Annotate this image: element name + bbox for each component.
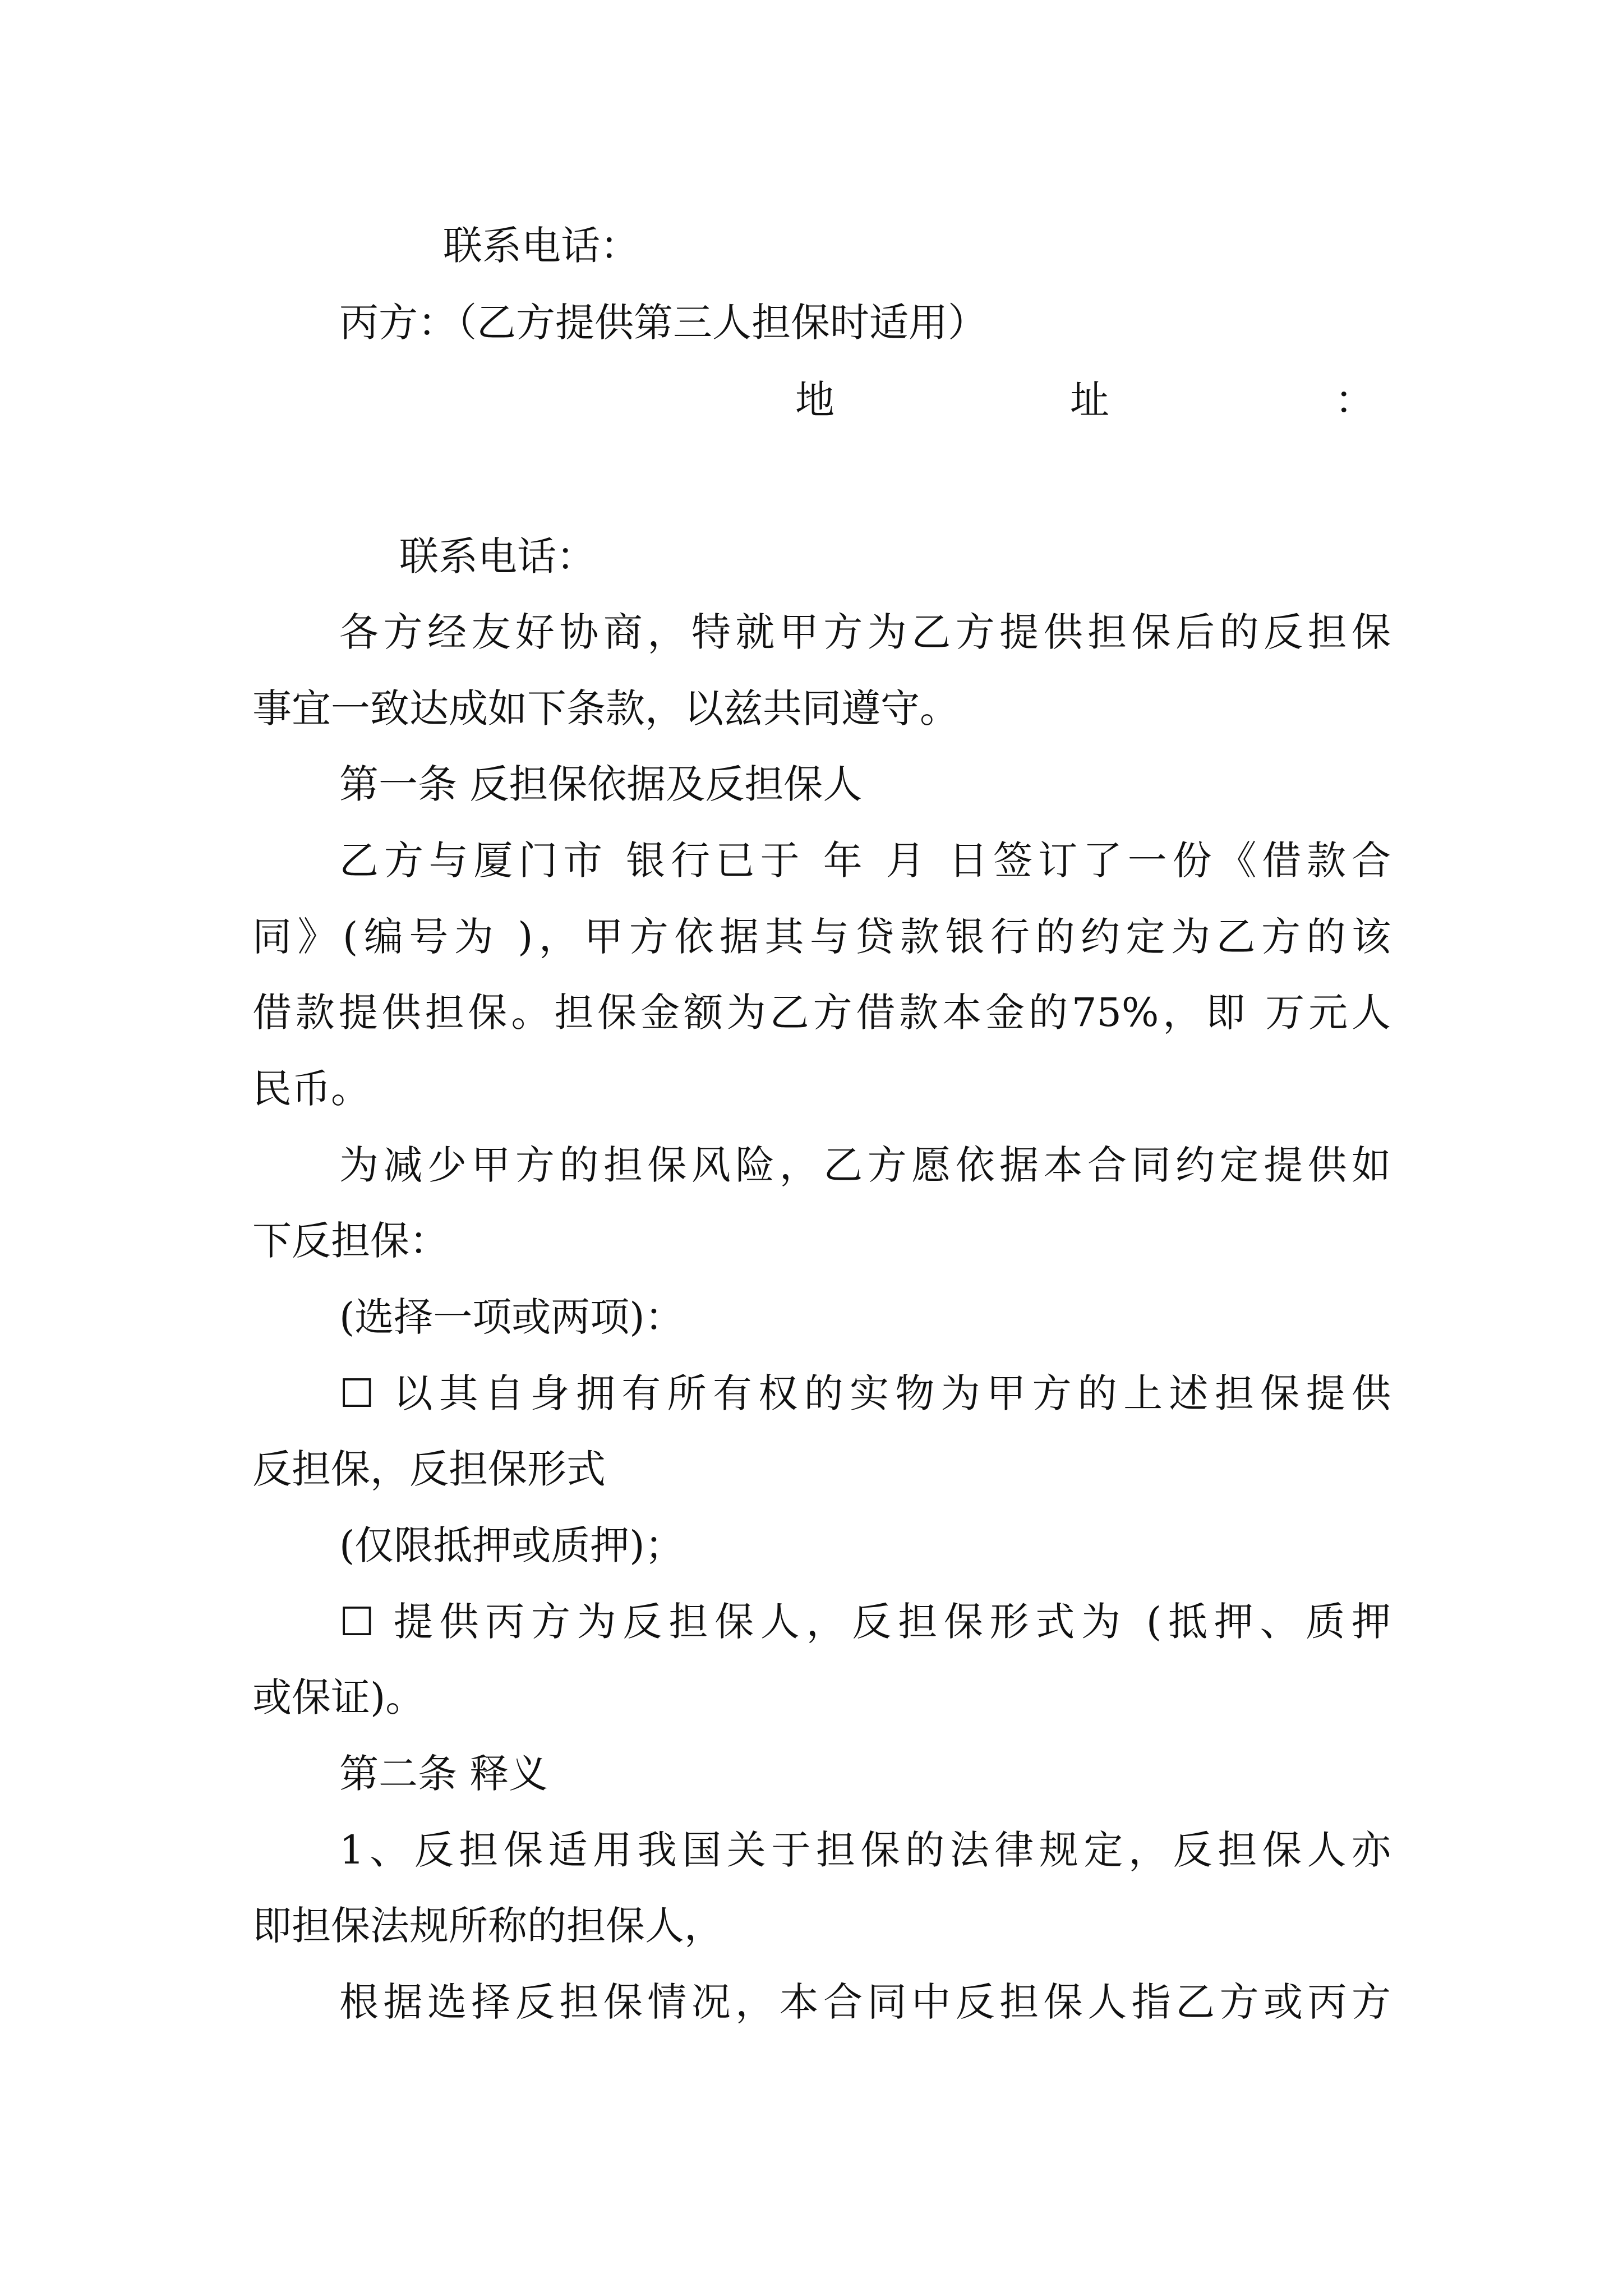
address-label-char-1: 地 — [795, 377, 834, 423]
paragraph-intro-line-1: 各方经友好协商，特就甲方为乙方提供担保后的反担保 — [339, 609, 1391, 655]
selection-note: (选择一项或两项)： — [339, 1294, 684, 1340]
option-2-line-2: 或保证)。 — [252, 1674, 425, 1720]
article-1-para-line-3: 借款提供担保。担保金额为乙方借款本金的75%，即 万元人 — [252, 990, 1391, 1036]
contact-phone-label-2: 联系电话： — [399, 533, 596, 579]
option-1-line-1: ☐ 以其自身拥有所有权的实物为甲方的上述担保提供 — [339, 1370, 1391, 1416]
risk-para-line-1: 为减少甲方的担保风险，乙方愿依据本合同约定提供如 — [339, 1142, 1391, 1188]
party-c-heading: 丙方：（乙方提供第三人担保时适用） — [339, 300, 987, 346]
contact-phone-label-1: 联系电话： — [443, 223, 639, 269]
article-2-heading: 第二条 释义 — [339, 1751, 548, 1797]
article-2-item-1-line-1: 1、反担保适用我国关于担保的法律规定，反担保人亦 — [339, 1827, 1391, 1873]
option-1-line-2: 反担保，反担保形式 — [252, 1446, 606, 1492]
address-label-colon: ： — [1335, 377, 1374, 423]
article-2-item-1-line-2: 即担保法规所称的担保人， — [252, 1903, 723, 1949]
article-1-heading: 第一条 反担保依据及反担保人 — [339, 761, 863, 807]
option-1-line-3: (仅限抵押或质押)； — [339, 1522, 684, 1568]
article-1-para-line-1: 乙方与厦门市 银行已于 年 月 日签订了一份《借款合 — [339, 838, 1391, 884]
article-1-para-line-4: 民币。 — [252, 1066, 370, 1112]
risk-para-line-2: 下反担保： — [252, 1218, 449, 1264]
option-2-line-1: ☐ 提供丙方为反担保人，反担保形式为 (抵押、质押 — [339, 1599, 1391, 1645]
address-label-char-2: 址 — [1070, 377, 1109, 423]
article-2-item-2-line-1: 根据选择反担保情况，本合同中反担保人指乙方或丙方 — [339, 1979, 1391, 2025]
article-1-para-line-2: 同》(编号为 )，甲方依据其与贷款银行的约定为乙方的该 — [252, 914, 1391, 960]
paragraph-intro-line-2: 事宜一致达成如下条款，以兹共同遵守。 — [252, 685, 959, 731]
